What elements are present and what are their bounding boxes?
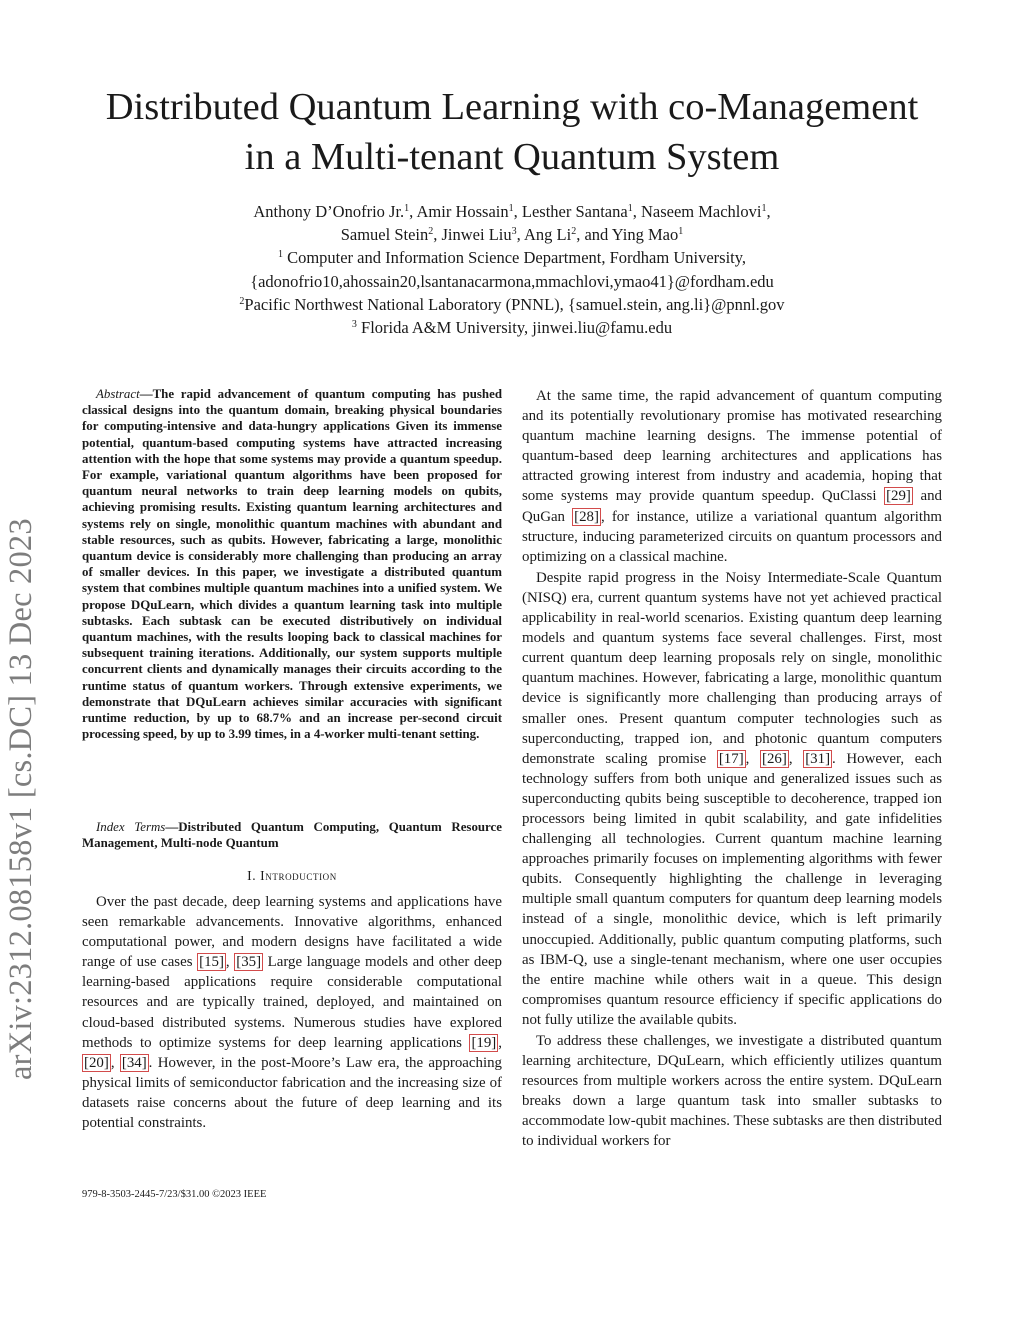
citation-29[interactable]: [29] — [886, 488, 911, 505]
title-line-1: Distributed Quantum Learning with co-Management — [105, 86, 919, 128]
affiliation-1: $^1$ Computer and Information Science Department, Fordham University, — [277, 248, 747, 268]
abstract-label: Abstract — [96, 387, 140, 401]
affiliation-3: $^3$ Florida A&M University, jinwei.liu@famu.edu — [351, 318, 673, 338]
title-line-2: in a Multi-tenant Quantum System — [244, 136, 780, 178]
paper-title — [62, 82, 962, 182]
section-heading-introduction: I. Introduction — [247, 868, 337, 883]
email-line-1: {adonofrio10,ahossain20,lsantanacarmona,mmachlovi,ymao41}@fordham.edu — [250, 271, 774, 291]
citation-19[interactable]: [19] — [471, 1034, 497, 1051]
citation-28[interactable]: [28] — [574, 508, 599, 525]
index-terms-text: —Distributed Quantum Computing, Quantum Resource Management, Multi-node Quantum — [82, 820, 502, 851]
author-line-2: Samuel Stein$^2$, Jinwei Liu$^3$, Ang Li$^2$, and Ying Mao$^1$ — [340, 225, 684, 245]
citation-15[interactable]: [15] — [199, 954, 224, 971]
copyright-footer: 979-8-3503-2445-7/23/$31.00 ©2023 IEEE — [82, 1189, 267, 1200]
author-block — [130, 200, 894, 339]
citation-26[interactable]: [26] — [762, 750, 787, 767]
paragraph-nisq-challenges: Despite rapid progress in the Noisy Intermediate-Scale Quantum (NISQ) era, current quantum systems have not yet achieved practical applicability in real-world scenarios. Existing quantum deep learning models and quantum systems face several challenges. First, most current quantum deep learning proposals rely on single, monolithic quantum machines. However, fabricating a large, monolithic quantum device is significantly more challenging than producing arrays of smaller ones. Present quantum computer technologies such as superconducting, trapped ion, and photonic quantum computers demonstrate scaling promise [17] , [26] , [31] . However, each technology suffers from both unique and generalized issues such as superconducting qubits being susceptible to decoherence, trapped ion processors being limited in qubit scalability, and gate infidelities challenging all technologies. Current quantum machine learning approaches primarily focuses on implementing algorithms with fewer qubits. Consequently highlighting the challenge in leveraging multiple small quantum computers for quantum deep learning models instead of a single, monolithic device, which is left primarily unoccupied. Additionally, public quantum computing platforms, such as IBM-Q, use a single-tenant mechanism, where one user occupies the entire machine while others wait in a queue. This design compromises quantum resource efficiency if specific applications do not fully utilize the available qubits. — [522, 569, 943, 1028]
citation-17[interactable]: [17] — [718, 750, 744, 767]
index-terms — [82, 819, 502, 851]
affiliation-2: $^2$Pacific Northwest National Laboratory (PNNL), {samuel.stein, ang.li}@pnnl.gov — [239, 294, 785, 314]
abstract-text: —The rapid advancement of quantum computing has pushed classical designs into the quantum domain, breaking physical boundaries for computing-intensive and data-hungry applications Given its immense potential, quantum-based computing systems have attracted increasing attention with the hope that some systems may provide a quantum speedup. For example, variational quantum algorithms have been proposed for quantum neural networks to train deep learning models on qubits, achieving promising results. Existing quantum learning architectures and systems rely on single, monolithic quantum machines with abundant and stable resources, such as qubits. However, fabricating a large, monolithic quantum device is considerably more challenging than producing an array of smaller devices. In this paper, we investigate a distributed quantum system that combines multiple quantum machines into a unified system. We propose DQuLearn, which divides a quantum learning task into multiple subtasks. Each subtask can be executed distributively on individual quantum machines, with the results looping back to classical machines for subsequent training iterations. Additionally, our system supports multiple concurrent clients and dynamically manages their circuits according to the runtime status of quantum workers. Through extensive experiments, we demonstrate that DQuLearn achieves similar accuracies with significant runtime reduction, by up to 68.7% and an increase per-second circuit processing speed, by up to 3.99 times, in a 4-worker multi-tenant setting. — [82, 387, 502, 742]
index-terms-label: Index Terms — [96, 820, 166, 834]
right-column — [522, 386, 942, 1152]
paragraph-dqulearn: To address these challenges, we investigate a distributed quantum learning architecture, DQuLearn, which efficiently utilizes quantum resources from multiple workers across the entire system. DQuLearn breaks down a large quantum task into smaller subtasks to accommodate low-qubit machines. These subtasks are then distributed to individual workers for — [522, 1033, 942, 1150]
paragraph-quantum-ml: At the same time, the rapid advancement of quantum computing and its potentially revolutionary promise has motivated researching quantum machine learning designs. The immense potential of quantum-based deep learning architectures and applications has attracted growing interest from industry and academia, hoping that some systems may provide quantum speedup. QuClassi [29] and QuGan [28] , for instance, utilize a variational quantum algorithm structure, inducing parameterized circuits on quantum processors and optimizing on a classical machine. — [522, 388, 943, 565]
author-line-1: Anthony D’Onofrio Jr.$^1$, Amir Hossain$^1$, Lesther Santana$^1$, Naseem Machlovi$^1$, — [253, 202, 771, 221]
citation-31[interactable]: [31] — [805, 750, 831, 767]
abstract — [82, 386, 502, 742]
citation-20[interactable]: [20] — [84, 1054, 109, 1071]
arxiv-identifier: arXiv:2312.08158v1 [cs.DC] 13 Dec 2023 — [3, 518, 39, 1080]
citation-34[interactable]: [34] — [121, 1054, 147, 1071]
intro-paragraph: Over the past decade, deep learning systems and applications have seen remarkable advancements. Innovative algorithms, enhanced computational power, and modern designs have facilitated a wide range of use cases [15] , [35] Large language models and other deep learning-based applications require considerable computational resources and are typically trained, deployed, and maintained on cloud-based distributed systems. Numerous studies have explored methods to optimize systems for deep learning applications [19] , [20] , [34] . However, in the post-Moore’s Law era, the approaching physical limits of semiconductor fabrication and the increasing size of datasets raise concerns about the future of deep learning and its potential constraints. — [82, 894, 502, 1132]
citation-35[interactable]: [35] — [236, 954, 262, 971]
